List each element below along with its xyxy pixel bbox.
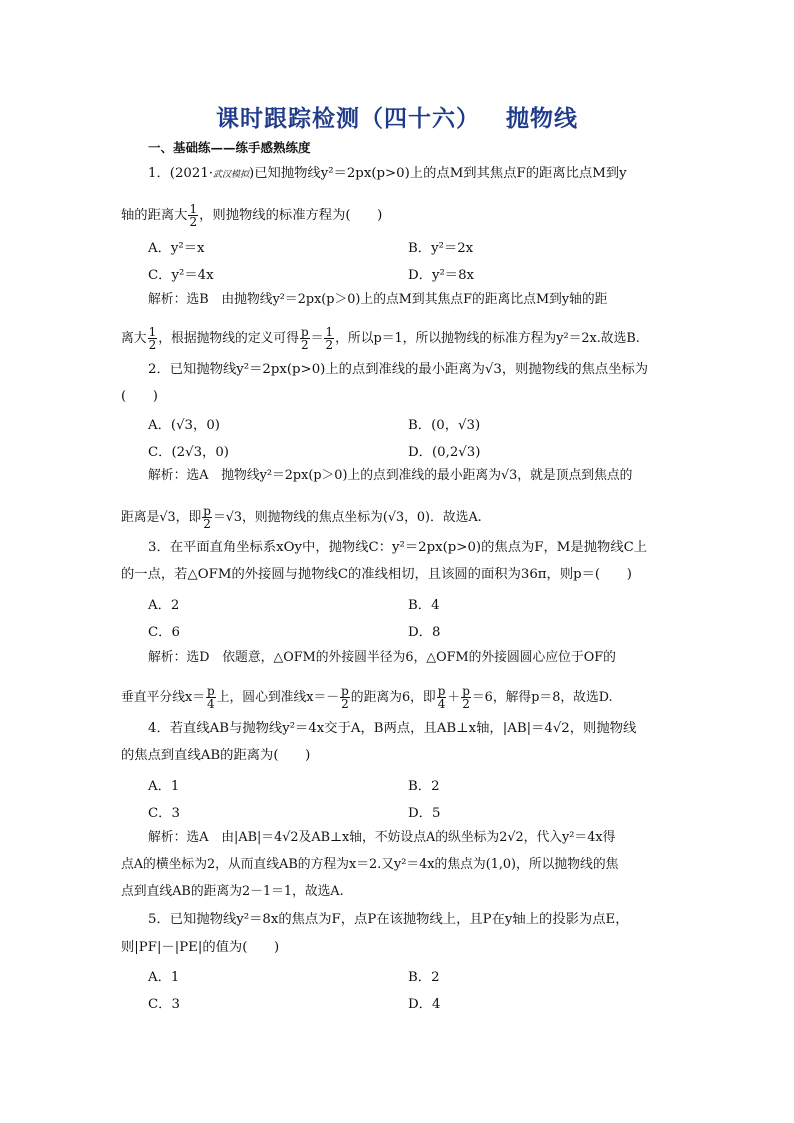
q5-option-c[interactable]: C．3 [148, 997, 180, 1012]
q3-option-d[interactable]: D．8 [408, 625, 441, 640]
q4-solution-3: 点到直线AB的距离为2－1＝1，故选A. [121, 884, 344, 899]
q3-option-c[interactable]: C．6 [148, 625, 180, 640]
q2-option-d[interactable]: D．(0,2√3) [408, 445, 481, 460]
q2-option-a[interactable]: A．(√3，0) [148, 418, 220, 433]
q2-line-1: 2．已知抛物线y²＝2px(p>0)上的点到准线的最小距离为√3，则抛物线的焦点坐标为 [148, 362, 649, 377]
q1-option-c[interactable]: C．y²＝4x [148, 268, 214, 283]
q4-option-c[interactable]: C．3 [148, 806, 180, 821]
q5-line-2: 则|PF|－|PE|的值为( ) [121, 940, 280, 955]
q3-solution-1: 解析：选D 依题意，△OFM的外接圆半径为6，△OFM的外接圆圆心应位于OF的 [148, 650, 616, 665]
q2-option-b[interactable]: B．(0，√3) [408, 418, 481, 433]
q1-solution-2: 离大 $\frac{1}{2}$ ，根据抛物线的定义可得 $\frac{p}{2}$ ＝ $\frac{1}{2}$ ，所以p＝1，所以抛物线的标准方程为y²＝2x.故选B. [121, 325, 640, 352]
q4-option-d[interactable]: D．5 [408, 806, 441, 821]
q3-line-2: 的一点，若△OFM的外接圆与抛物线C的准线相切，且该圆的面积为36π，则p＝( ) [121, 567, 632, 582]
title-topic: 抛物线 [506, 106, 578, 132]
q3-option-b[interactable]: B．4 [408, 598, 440, 613]
q5-option-d[interactable]: D．4 [408, 997, 441, 1012]
q4-solution-2: 点A的横坐标为2，从而直线AB的方程为x＝2.又y²＝4x的焦点为(1,0)，所以抛物线的焦 [121, 857, 619, 872]
title-main: 课时跟踪检测（四十六） [216, 106, 480, 132]
q2-solution-2: 距离是√3，即 $\frac{p}{2}$ ＝√3，则抛物线的焦点坐标为(√3，0)．故选A. [121, 504, 482, 531]
q4-option-a[interactable]: A．1 [148, 779, 180, 794]
q5-option-a[interactable]: A．1 [148, 970, 180, 985]
q3-solution-2: 垂直平分线x＝ $\frac{p}{4}$ 上，圆心到准线x＝－ $\frac{p}{2}$ 的距离为6，即 $\frac{p}{4}$ ＋ $\frac{p}{2}$ ＝6，解得p＝8，故选D. [121, 684, 613, 711]
q3-line-1: 3．在平面直角坐标系xOy中，抛物线C：y²＝2px(p>0)的焦点为F，M是抛物线C上 [148, 540, 648, 555]
q5-option-b[interactable]: B．2 [408, 970, 440, 985]
q1-option-d[interactable]: D．y²＝8x [408, 268, 475, 283]
q2-line-2: ( ) [121, 389, 158, 404]
section-heading: 一、基础练——练手感熟练度 [148, 140, 311, 155]
q5-line-1: 5．已知抛物线y²＝8x的焦点为F，点P在该抛物线上，且P在y轴上的投影为点E， [148, 912, 629, 927]
q4-line-2: 的焦点到直线AB的距离为( ) [121, 748, 311, 763]
q1-line-2: 轴的距离大 $\frac{1}{2}$ ，则抛物线的标准方程为( ) [121, 202, 383, 229]
q2-option-c[interactable]: C．(2√3，0) [148, 445, 229, 460]
q1-solution-1: 解析：选B 由抛物线y²＝2px(p＞0)上的点M到其焦点F的距离比点M到y轴的距 [148, 292, 608, 307]
q4-option-b[interactable]: B．2 [408, 779, 440, 794]
q1-line-1: 1．(2021·武汉模拟)已知抛物线y²＝2px(p>0)上的点M到其焦点F的距离比点M到y [148, 166, 627, 181]
page-title [0, 100, 794, 133]
q1-source: 武汉模拟 [213, 170, 250, 180]
q4-line-1: 4．若直线AB与抛物线y²＝4x交于A，B两点，且AB⊥x轴，|AB|＝4√2，则抛物线 [148, 721, 637, 736]
fraction: $\frac{1}{2}$ [189, 202, 198, 229]
q4-solution-1: 解析：选A 由|AB|＝4√2及AB⊥x轴，不妨设点A的纵坐标为2√2，代入y²＝4x得 [148, 830, 616, 845]
q2-solution-1: 解析：选A 抛物线y²＝2px(p＞0)上的点到准线的最小距离为√3，就是顶点到焦点的 [148, 468, 633, 483]
q3-option-a[interactable]: A．2 [148, 598, 180, 613]
q1-option-b[interactable]: B．y²＝2x [408, 241, 474, 256]
q1-option-a[interactable]: A．y²＝x [148, 241, 205, 256]
